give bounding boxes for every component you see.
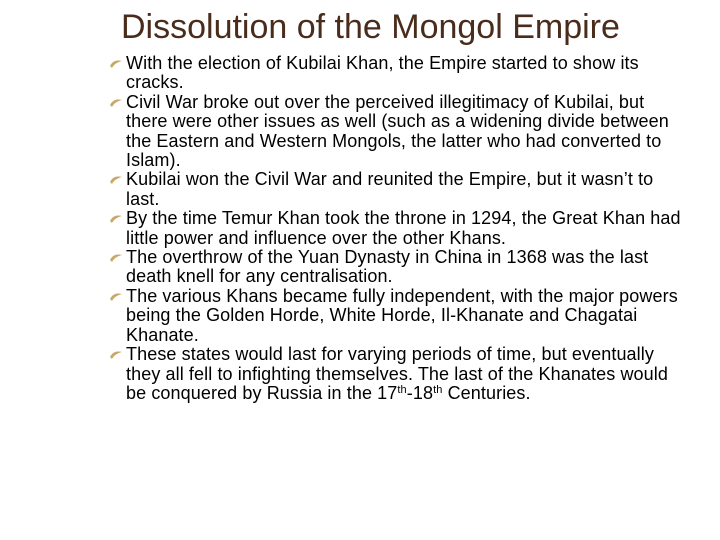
bullet-text-part: These states would last for varying periods of time, but eventually they all fell to infighting themselves. The last of the Khanates would be conquered by Russia in the 17 bbox=[126, 344, 668, 403]
bullet-item bbox=[0, 345, 720, 403]
superscript: th bbox=[397, 383, 407, 396]
bullet-item bbox=[0, 54, 720, 93]
bullet-text: Civil War broke out over the perceived illegitimacy of Kubilai, but there were other issues as well (such as a widening divide between the Eastern and Western Mongols, the latter who had converted to Islam). bbox=[126, 91, 669, 171]
bullet-item bbox=[0, 93, 720, 171]
bullet-text: The overthrow of the Yuan Dynasty in China in 1368 was the last death knell for any centralisation. bbox=[126, 247, 649, 287]
swoosh-bullet-icon bbox=[109, 214, 123, 224]
swoosh-bullet-icon bbox=[109, 350, 123, 360]
bullet-list bbox=[0, 54, 720, 403]
bullet-item bbox=[0, 170, 720, 209]
swoosh-bullet-icon bbox=[109, 59, 123, 69]
swoosh-bullet-icon bbox=[109, 292, 123, 302]
swoosh-bullet-icon bbox=[109, 175, 123, 185]
bullet-text bbox=[126, 345, 690, 403]
bullet-item bbox=[0, 248, 720, 287]
bullet-item bbox=[0, 287, 720, 345]
bullet-text: With the election of Kubilai Khan, the Empire started to show its cracks. bbox=[126, 53, 639, 93]
swoosh-bullet-icon bbox=[109, 98, 123, 108]
title-area bbox=[0, 0, 720, 56]
bullet-text: Kubilai won the Civil War and reunited the Empire, but it wasn’t to last. bbox=[126, 169, 654, 209]
bullet-text: By the time Temur Khan took the throne in 1294, the Great Khan had little power and influence over the other Khans. bbox=[126, 208, 681, 248]
bullet-text-part: -18 bbox=[406, 382, 434, 403]
superscript: th bbox=[433, 383, 443, 396]
bullet-text: The various Khans became fully independent, with the major powers being the Golden Horde, White Horde, Il-Khanate and Chagatai Khanate. bbox=[126, 285, 678, 345]
slide-title: Dissolution of the Mongol Empire bbox=[121, 8, 620, 46]
bullet-text-part: Centuries. bbox=[442, 382, 531, 403]
swoosh-bullet-icon bbox=[109, 253, 123, 263]
bullet-item bbox=[0, 209, 720, 248]
